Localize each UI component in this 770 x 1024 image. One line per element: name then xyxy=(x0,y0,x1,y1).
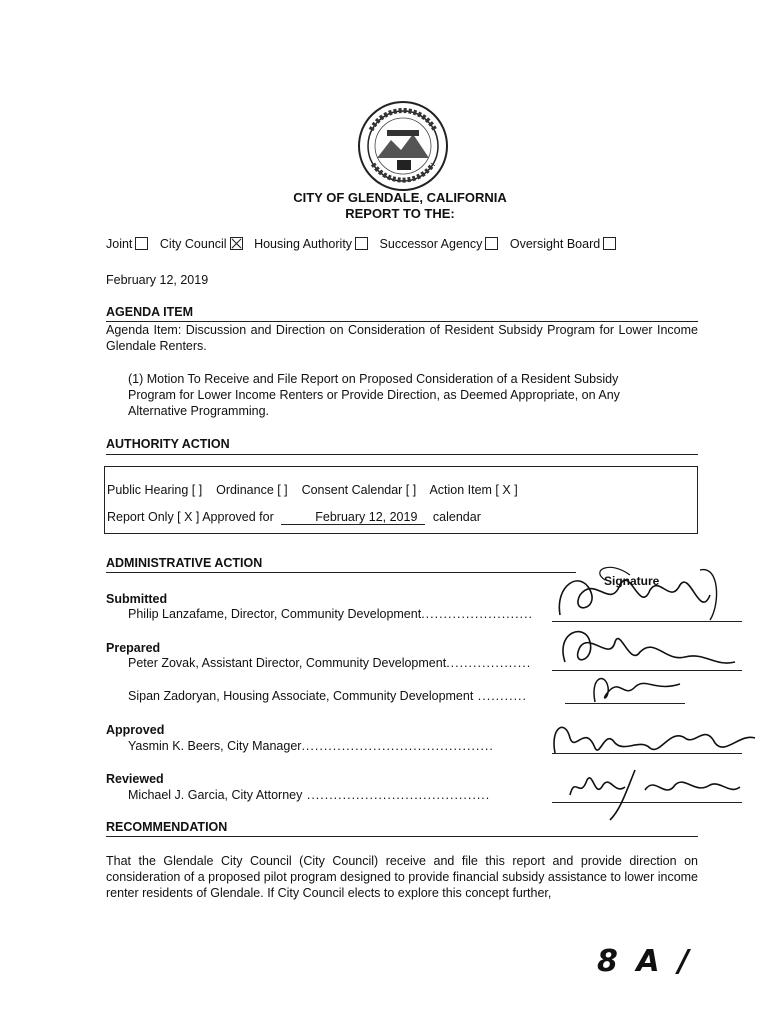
prepared-label: Prepared xyxy=(106,641,161,655)
report-only-option[interactable]: Report Only [ X ] xyxy=(107,510,200,524)
checkbox-joint[interactable] xyxy=(135,237,148,250)
signature-column-label: Signature xyxy=(604,574,660,588)
approved-date-field[interactable]: February 12, 2019 xyxy=(281,510,425,525)
checkbox-city-council[interactable] xyxy=(230,237,243,250)
public-hearing-option[interactable]: Public Hearing [ ] xyxy=(107,483,203,497)
prepared-name-2: Sipan Zadoryan, Housing Associate, Community Development ........... xyxy=(128,689,527,703)
city-name: CITY OF GLENDALE, CALIFORNIA xyxy=(293,190,507,205)
recommendation-text: That the Glendale City Council (City Council) receive and file this report and provide direction on consideration of a proposed pilot program designed to provide financial subsidy assistance to lower income renter residents of Glendale. If City Council elects to explore this concept further, xyxy=(106,854,699,900)
report-heading xyxy=(0,190,770,222)
signature-lanzafame xyxy=(550,565,740,625)
consent-calendar-option[interactable]: Consent Calendar [ ] xyxy=(301,483,417,497)
agenda-item-heading: AGENDA ITEM xyxy=(106,305,194,319)
signer-name: Yasmin K. Beers, City Manager xyxy=(128,739,302,753)
prepared-name-1: Peter Zovak, Assistant Director, Community Development................... xyxy=(128,656,532,670)
option-label: Successor Agency xyxy=(379,237,483,251)
signer-name: Sipan Zadoryan, Housing Associate, Community Development xyxy=(128,689,474,703)
report-only-row xyxy=(107,510,481,525)
approved-name: Yasmin K. Beers, City Manager........................................... xyxy=(128,739,494,753)
submitted-label: Submitted xyxy=(106,592,168,606)
report-to-label: REPORT TO THE: xyxy=(345,206,455,221)
checkbox-successor-agency[interactable] xyxy=(485,237,498,250)
signature-beers xyxy=(545,718,760,760)
signer-name: Peter Zovak, Assistant Director, Community Development xyxy=(128,656,447,670)
option-oversight-board xyxy=(510,237,616,251)
action-item-option[interactable]: Action Item [ X ] xyxy=(429,483,518,497)
governing-body-checkboxes xyxy=(106,237,624,251)
signature-zovak xyxy=(555,622,745,672)
approved-for-label: Approved for xyxy=(202,510,274,524)
option-successor-agency xyxy=(380,237,499,251)
action-type-row xyxy=(107,483,518,497)
signature-zadoryan xyxy=(580,672,690,704)
ordinance-option[interactable]: Ordinance [ ] xyxy=(216,483,288,497)
approved-label: Approved xyxy=(106,723,165,737)
recommendation-heading: RECOMMENDATION xyxy=(106,820,228,834)
agenda-page-mark: 8 A / xyxy=(597,944,693,979)
checkbox-housing-authority[interactable] xyxy=(355,237,368,250)
divider xyxy=(106,836,698,837)
divider xyxy=(106,572,576,573)
option-city-council xyxy=(160,237,243,251)
motion-text: (1) Motion To Receive and File Report on Proposed Consideration of a Resident Subsidy Program for Lower Income Renters or Provide Direction, as Deemed Appropriate, on Any Alternative Programming. xyxy=(128,372,620,418)
report-date: February 12, 2019 xyxy=(106,273,209,287)
option-label: Oversight Board xyxy=(509,237,601,251)
option-label: Housing Authority xyxy=(254,237,353,251)
authority-action-heading: AUTHORITY ACTION xyxy=(106,437,230,451)
option-label: City Council xyxy=(159,237,227,251)
signer-name: Philip Lanzafame, Director, Community Development xyxy=(128,607,422,621)
reviewed-label: Reviewed xyxy=(106,772,164,786)
submitted-name: Philip Lanzafame, Director, Community Development......................... xyxy=(128,607,534,621)
signature-garcia xyxy=(565,765,745,825)
divider xyxy=(106,454,698,455)
agenda-item-text: Agenda Item: Discussion and Direction on Consideration of Resident Subsidy Program for Lower Income Glendale Renters. xyxy=(106,323,698,353)
option-housing-authority xyxy=(254,237,368,251)
checkbox-oversight-board[interactable] xyxy=(603,237,616,250)
city-seal-icon xyxy=(357,100,449,192)
option-joint xyxy=(106,237,148,251)
signer-name: Michael J. Garcia, City Attorney xyxy=(128,788,303,802)
reviewed-name: Michael J. Garcia, City Attorney ......................................... xyxy=(128,788,491,802)
option-label: Joint xyxy=(106,237,133,251)
calendar-label: calendar xyxy=(432,510,481,524)
administrative-action-heading: ADMINISTRATIVE ACTION xyxy=(106,556,263,570)
